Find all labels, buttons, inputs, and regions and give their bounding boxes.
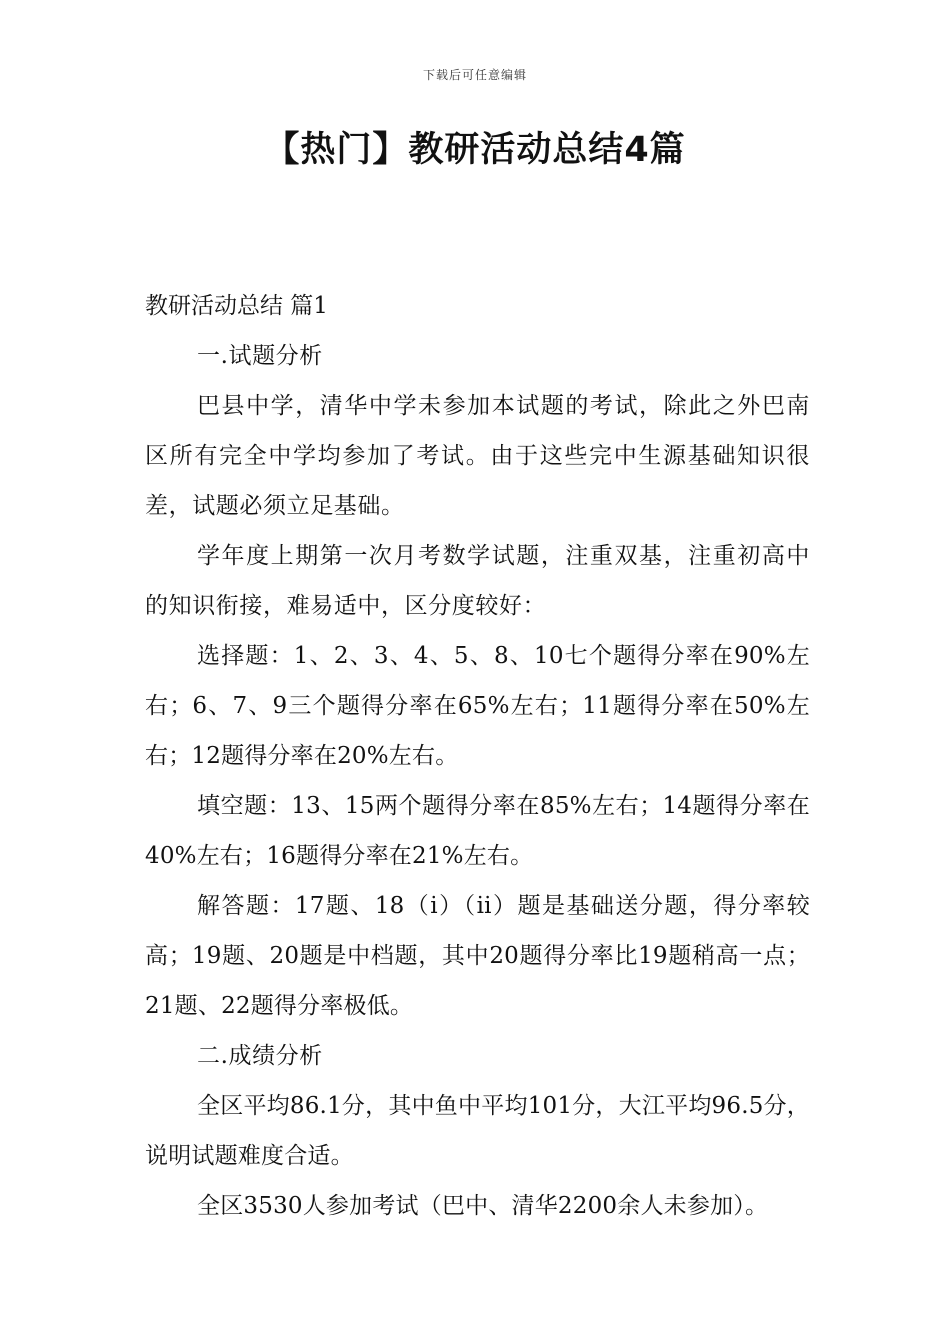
- document-title: 【热门】教研活动总结4篇: [264, 130, 686, 170]
- paragraph: 学年度上期第一次月考数学试题，注重双基，注重初高中的知识衔接，难易适中，区分度较好：: [145, 543, 810, 619]
- paragraph: 选择题：1、2、3、4、5、8、10七个题得分率在90%左右；6、7、9三个题得分率在65%左右；11题得分率在50%左右；12题得分率在20%左右。: [145, 643, 810, 769]
- paragraph: 解答题：17题、18（i）（ii）题是基础送分题，得分率较高；19题、20题是中档题，其中20题得分率比19题稍高一点；21题、22题得分率极低。: [145, 893, 810, 1019]
- paragraph: 填空题：13、15两个题得分率在85%左右；14题得分率在40%左右；16题得分率在21%左右。: [145, 793, 810, 869]
- paragraph: 巴县中学，清华中学未参加本试题的考试，除此之外巴南区所有完全中学均参加了考试。由于这些完中生源基础知识很差，试题必须立足基础。: [145, 393, 810, 519]
- section-heading: 教研活动总结 篇1: [145, 293, 328, 319]
- paragraph: 全区平均86.1分，其中鱼中平均101分，大江平均96.5分，说明试题难度合适。: [145, 1093, 810, 1169]
- document-body: [145, 281, 810, 1231]
- paragraph-heading-analysis: 一.试题分析: [197, 343, 323, 369]
- paragraph-heading-score: 二.成绩分析: [197, 1043, 323, 1069]
- header-note: 下载后可任意编辑: [422, 68, 527, 82]
- paragraph: 全区3530人参加考试（巴中、清华2200余人未参加）。: [197, 1193, 769, 1219]
